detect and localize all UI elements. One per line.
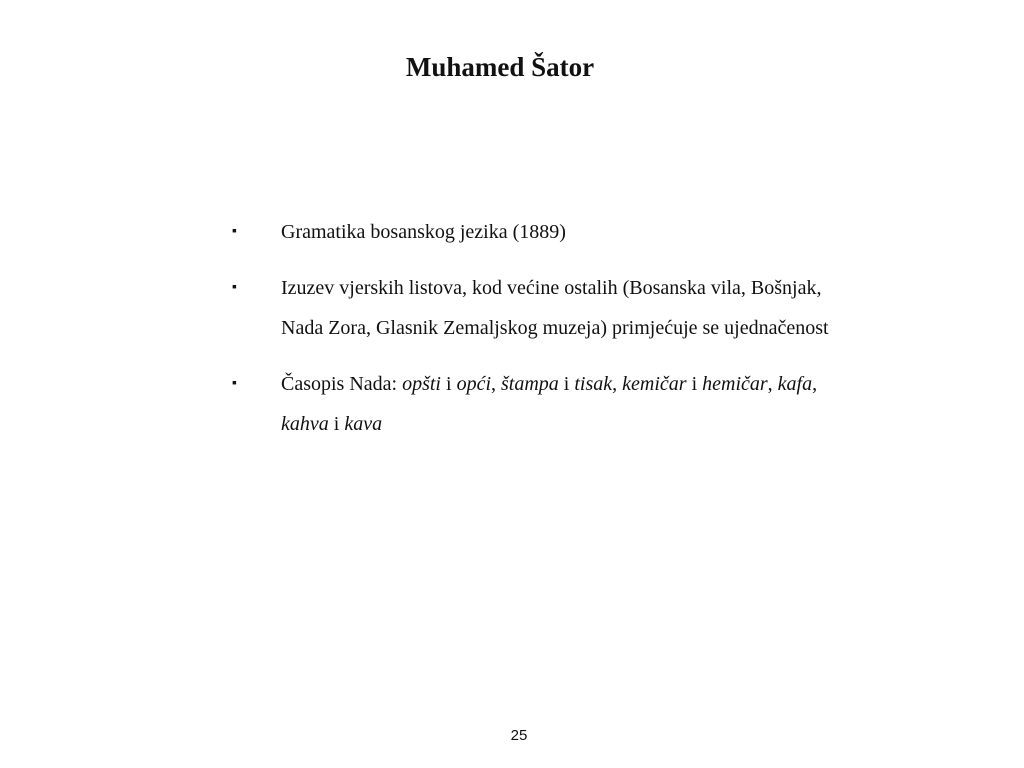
text-run: i bbox=[558, 373, 575, 395]
page-number: 25 bbox=[510, 727, 528, 744]
text-run: , bbox=[491, 373, 501, 395]
bullet-list bbox=[230, 212, 850, 460]
text-run: Gramatika bosanskog jezika (1889) bbox=[281, 221, 566, 243]
text-run: , bbox=[612, 373, 623, 395]
square-bullet-icon bbox=[232, 364, 237, 404]
text-run: , bbox=[812, 373, 818, 395]
text-run: i bbox=[441, 373, 457, 395]
square-bullet-icon bbox=[232, 212, 237, 252]
bullet-text bbox=[281, 277, 829, 339]
text-run: i bbox=[686, 373, 703, 395]
italic-term: kafa bbox=[777, 373, 813, 395]
bullet-text bbox=[281, 221, 566, 243]
text-run: , bbox=[767, 373, 778, 395]
bullet-text bbox=[281, 373, 817, 435]
italic-term: tisak bbox=[574, 373, 613, 395]
italic-term: hemičar bbox=[702, 373, 768, 395]
italic-term: kava bbox=[344, 413, 383, 435]
text-run: Izuzev vjerskih listova, kod većine ostalih (Bosanska vila, Bošnjak, Nada Zora, Glasnik Zemaljskog muzeja) primjećuje se ujednačenost bbox=[281, 277, 829, 339]
italic-term: štampa bbox=[501, 373, 559, 395]
bullet-item-nada-examples bbox=[230, 364, 850, 444]
text-run: i bbox=[328, 413, 345, 435]
italic-term: kemičar bbox=[622, 373, 687, 395]
italic-term: opći bbox=[456, 373, 491, 395]
bullet-item-grammar bbox=[230, 212, 850, 252]
text-run: Časopis Nada: bbox=[281, 373, 403, 395]
bullet-item-newspapers bbox=[230, 268, 850, 348]
italic-term: opšti bbox=[402, 373, 441, 395]
slide-title: Muhamed Šator bbox=[405, 52, 595, 82]
square-bullet-icon bbox=[232, 268, 237, 308]
italic-term: kahva bbox=[281, 413, 329, 435]
